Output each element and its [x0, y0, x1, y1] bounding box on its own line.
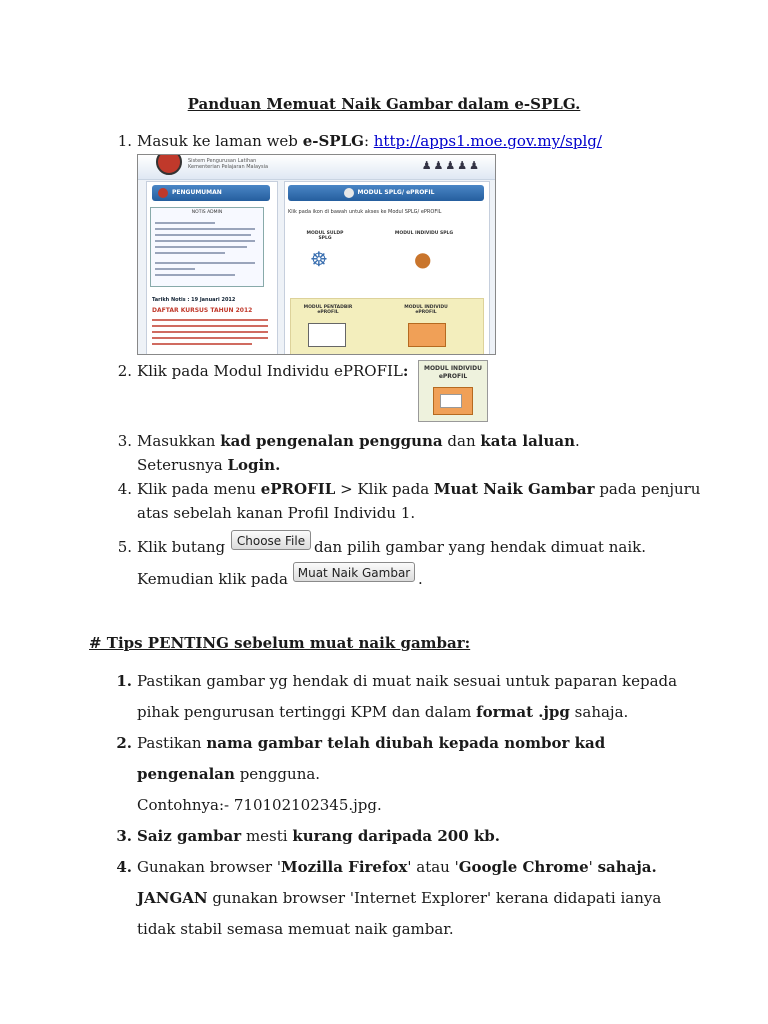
step-1-colon: : — [363, 132, 374, 150]
step-3-password: kata laluan — [480, 432, 576, 450]
tip-4-quote: ' — [588, 858, 598, 876]
notice-line — [155, 252, 225, 254]
red-text-line — [152, 319, 268, 321]
tip-1-pre: pihak pengurusan tertinggi KPM dan dalam — [137, 703, 477, 721]
notice-title: NOTIS ADMIN — [191, 210, 223, 215]
tip-1-format: format .jpg — [476, 703, 570, 721]
step-2-text — [137, 360, 408, 382]
notice-line — [155, 274, 235, 276]
announcement-header-label: PENGUMUMAN — [172, 189, 222, 196]
tip-2-bold-2: pengenalan — [137, 765, 235, 783]
step-3-login: Login. — [227, 456, 281, 474]
red-text-line — [152, 343, 252, 345]
notice-line — [155, 222, 215, 224]
module-header-icon — [344, 188, 354, 198]
tip-2-line-2 — [137, 763, 320, 785]
step-3-text — [137, 430, 580, 452]
tips-heading: # Tips PENTING sebelum muat naik gambar: — [89, 634, 471, 652]
module-header-label: MODUL SPLG/ ePROFIL — [357, 189, 435, 196]
info-icon — [158, 188, 168, 198]
tip-4-line-3: tidak stabil semasa memuat naik gambar. — [137, 920, 454, 938]
step-4-number: 4. — [117, 480, 132, 498]
step-2-label: Klik pada Modul Individu ePROFIL — [137, 362, 403, 380]
tip-3-number: 3. — [116, 827, 132, 845]
step-5-end: . — [418, 570, 423, 588]
tip-1-end: sahaja. — [569, 703, 629, 721]
person-icon[interactable]: ● — [414, 247, 432, 271]
tip-1-number: 1. — [116, 672, 132, 690]
tip-3-size: Saiz gambar — [137, 827, 242, 845]
notice-line — [155, 228, 255, 230]
module-pentadbir-eprofil-label[interactable]: MODUL PENTADBIR ePROFIL — [303, 305, 353, 315]
tip-3-mid: mesti — [241, 827, 293, 845]
notice-line — [155, 262, 255, 264]
ministry-line-1: Sistem Pengurusan Latihan — [188, 158, 257, 164]
notice-line — [155, 268, 195, 270]
tip-2-pre: Pastikan — [137, 734, 207, 752]
step-4-pre: Klik pada menu — [137, 480, 261, 498]
step-2-number: 2. — [117, 362, 132, 380]
portal-screenshot — [137, 154, 496, 355]
step-4-text — [137, 478, 700, 500]
splg-link[interactable]: http://apps1.moe.gov.my/splg/ — [373, 132, 602, 150]
course-registration-title: DAFTAR KURSUS TAHUN 2012 — [152, 307, 253, 314]
portal-topbar — [138, 155, 495, 180]
choose-file-button[interactable]: Choose File — [231, 530, 311, 550]
step-1-pre: Masuk ke laman web — [137, 132, 303, 150]
ministry-line-2: Kementerian Pelajaran Malaysia — [188, 164, 269, 170]
ministry-logo-icon — [156, 154, 182, 175]
group-people-icon[interactable]: ☸ — [310, 247, 328, 271]
tip-4-pre: Gunakan browser ' — [137, 858, 281, 876]
tip-2-example: Contohnya:- 710102102345.jpg. — [137, 796, 382, 814]
ministry-text — [188, 158, 268, 170]
step-3-mid: dan — [442, 432, 481, 450]
step-3-username: kad pengenalan pengguna — [220, 432, 443, 450]
tip-4-or: ' atau ' — [407, 858, 459, 876]
step-5-line-2: Kemudian klik pada — [137, 570, 288, 588]
notice-date: Tarikh Notis : 19 Januari 2012 — [152, 297, 236, 303]
red-text-line — [152, 331, 268, 333]
tip-3-text — [137, 825, 500, 847]
tip-2-line-1 — [137, 732, 605, 754]
tip-4-only: sahaja. — [597, 858, 657, 876]
step-5-number: 5. — [117, 538, 132, 556]
step-4-menu: ePROFIL — [260, 480, 336, 498]
tip-4-firefox: Mozilla Firefox — [281, 858, 408, 876]
red-text-line — [152, 337, 268, 339]
notice-line — [155, 234, 251, 236]
step-3-line-2 — [137, 454, 280, 476]
step-1-number: 1. — [117, 132, 132, 150]
announcement-header — [152, 185, 270, 201]
module-intro: Klik pada ikon di bawah untuk akses ke Modul SPLG/ ePROFIL — [288, 209, 442, 215]
step-1-text — [137, 130, 602, 152]
notice-line — [155, 246, 247, 248]
tip-4-number: 4. — [116, 858, 132, 876]
step-4-upload: Muat Naik Gambar — [433, 480, 595, 498]
step-4-mid: > Klik pada — [335, 480, 434, 498]
tip-4-line-2 — [137, 887, 661, 909]
step-1-bold: e-SPLG — [302, 132, 364, 150]
step-4-end: pada penjuru — [594, 480, 701, 498]
profile-card-icon — [433, 387, 473, 415]
module-individu-eprofil-label[interactable]: MODUL INDIVIDU ePROFIL — [404, 305, 448, 315]
module-header — [288, 185, 484, 201]
tip-4-ie: gunakan browser 'Internet Explorer' kerana didapati ianya — [207, 889, 662, 907]
step-3-number: 3. — [117, 432, 132, 450]
step-5-pre: Klik butang — [137, 538, 226, 556]
step-2-colon: : — [402, 362, 409, 380]
tip-4-chrome: Google Chrome — [458, 858, 589, 876]
tip-4-dont: JANGAN — [137, 889, 208, 907]
modul-individu-eprofil-thumbnail[interactable] — [418, 360, 488, 422]
admin-card-icon[interactable] — [308, 323, 346, 347]
admin-notice-box — [150, 207, 264, 287]
page-title: Panduan Memuat Naik Gambar dalam e-SPLG. — [187, 95, 581, 113]
tip-2-end: pengguna. — [234, 765, 321, 783]
red-text-line — [152, 325, 268, 327]
step-3-pre: Masukkan — [137, 432, 221, 450]
muat-naik-gambar-button[interactable]: Muat Naik Gambar — [293, 562, 415, 582]
step-4-line-2: atas sebelah kanan Profil Individu 1. — [137, 504, 416, 522]
tip-1-line-1: Pastikan gambar yg hendak di muat naik sesuai untuk paparan kepada — [137, 672, 678, 690]
module-individu-splg-label[interactable]: MODUL INDIVIDU SPLG — [394, 231, 454, 236]
thumb-label-2: ePROFIL — [438, 373, 468, 380]
notice-line — [155, 240, 255, 242]
tip-3-limit: kurang daripada 200 kb. — [292, 827, 500, 845]
tip-2-bold: nama gambar telah diubah kepada nombor kad — [206, 734, 606, 752]
step-3-next: Seterusnya — [137, 456, 228, 474]
module-suldp-splg-label[interactable]: MODUL SULDP SPLG — [306, 231, 344, 241]
step-3-end: . — [575, 432, 580, 450]
tip-4-line-1 — [137, 856, 657, 878]
tip-2-number: 2. — [116, 734, 132, 752]
profile-card-icon[interactable] — [408, 323, 446, 347]
people-banner-icon: ♟♟♟♟♟ — [421, 159, 481, 172]
thumb-label-1: MODUL INDIVIDU — [423, 365, 483, 372]
tip-1-line-2 — [137, 701, 628, 723]
step-5-post: dan pilih gambar yang hendak dimuat naik. — [314, 538, 646, 556]
profile-window-icon — [440, 394, 462, 408]
